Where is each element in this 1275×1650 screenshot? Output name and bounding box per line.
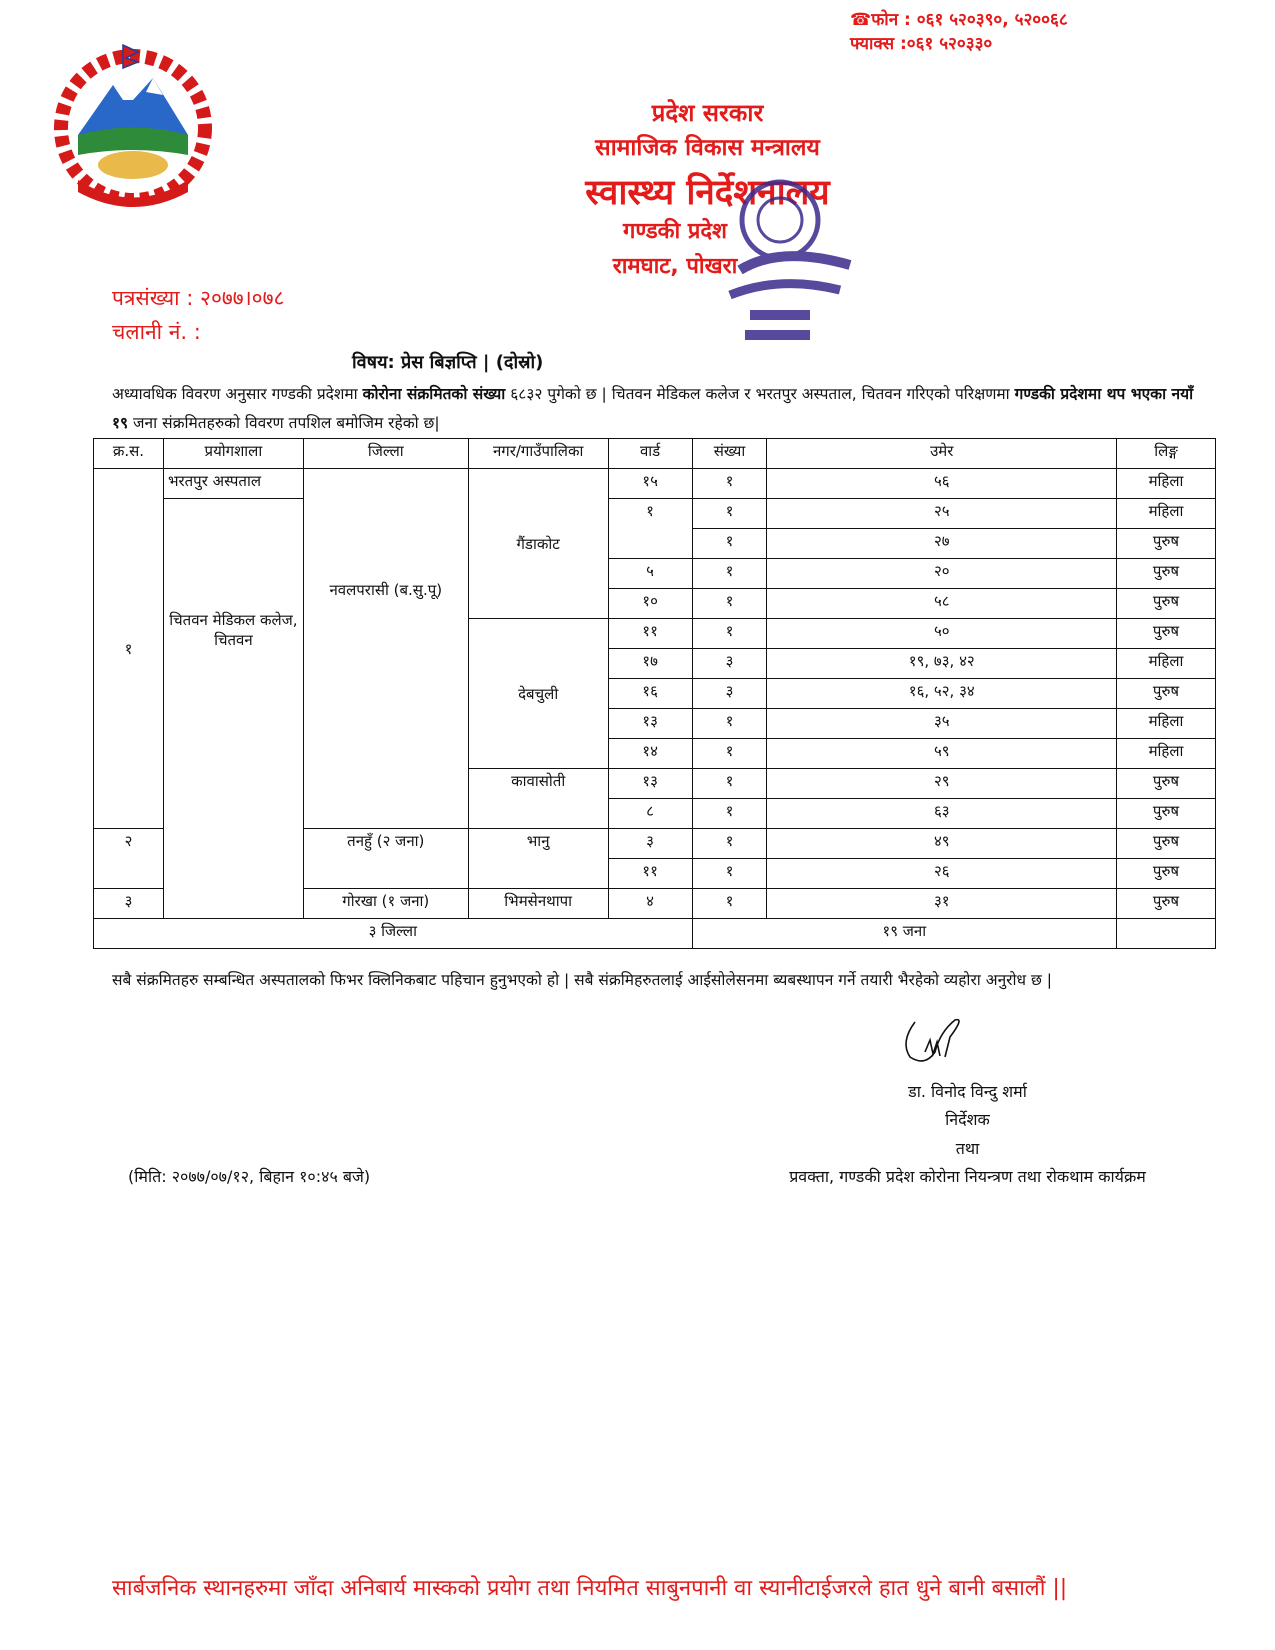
cell-age: २७ [767,529,1117,559]
cell-sex: महिला [1117,499,1216,529]
table-row [94,499,1216,529]
cell-sex: महिला [1117,709,1216,739]
total-districts: ३ जिल्ला [94,919,693,949]
cell-sex: महिला [1117,649,1216,679]
cell-count: १ [692,589,767,619]
cell-count: १ [692,739,767,769]
cell-age: ५६ [767,469,1117,499]
header-directorate: स्वास्थ्य निर्देशनालय [585,173,830,213]
cell-age: ४९ [767,829,1117,859]
cell-sex: पुरुष [1117,559,1216,589]
footnote: सबै संक्रमितहरु सम्बन्धित अस्पतालको फिभर क्लिनिकबाट पहिचान हुनुभएको हो | सबै संक्रमिहरुतलाई आईसोलेसनमा ब्यबस्थापन गर्ने तयारी भैरहेको व्यहोरा अनुरोध छ | [112,971,1053,989]
cell-count: १ [692,769,767,799]
cell-age: ५० [767,619,1117,649]
cell-age: ५९ [767,739,1117,769]
contact-block [850,8,1068,56]
signatory-title: निर्देशक [945,1110,990,1129]
cell-count: १ [692,469,767,499]
cell-count: १ [692,829,767,859]
fax-line: फ्याक्स :०६१ ५२०३३० [850,34,993,54]
header-municipality: नगर/गाउँपालिका [468,439,608,469]
header-sex: लिङ्ग [1117,439,1216,469]
public-health-slogan: सार्बजनिक स्थानहरुमा जाँदा अनिबार्य मास्कको प्रयोग तथा नियमित साबुनपानी वा स्यानीटाईजरले हात धुने बानी बसालौं || [112,1576,1068,1601]
header-district: जिल्ला [303,439,468,469]
cell-count: १ [692,499,767,529]
cell-municipality: देबचुली [468,619,608,769]
cell-sex: पुरुष [1117,679,1216,709]
cell-sn: २ [94,829,164,889]
cell-lab: भरतपुर अस्पताल [163,469,303,499]
cell-count: १ [692,709,767,739]
cell-sn: ३ [94,889,164,919]
cell-count: १ [692,619,767,649]
header-address: रामघाट, पोखरा [612,254,738,279]
total-people: १९ जना [692,919,1116,949]
cell-ward: १३ [608,709,692,739]
cell-ward: ४ [608,889,692,919]
signatory-name: डा. विनोद विन्दु शर्मा [908,1082,1027,1101]
cell-age: ६३ [767,799,1117,829]
cell-ward: ५ [608,559,692,589]
dispatch-number: चलानी नं. : [112,320,201,344]
header-count: संख्या [692,439,767,469]
cell-sex: पुरुष [1117,619,1216,649]
letter-number: पत्रसंख्या : २०७७।०७८ [112,286,285,310]
cell-sex: पुरुष [1117,859,1216,889]
cell-ward: १४ [608,739,692,769]
cell-ward: १० [608,589,692,619]
cell-count: ३ [692,649,767,679]
cell-sex: महिला [1117,739,1216,769]
issue-date: (मिति: २०७७/०७/१२, बिहान १०:४५ बजे) [128,1167,371,1186]
subject-line: विषय: प्रेस बिज्ञप्ति | (दोस्रो) [352,352,544,373]
official-stamp [700,175,860,350]
cell-count: १ [692,889,767,919]
cell-ward: १६ [608,679,692,709]
signature [895,1012,975,1072]
cell-ward: ८ [608,799,692,829]
cell-ward: १ [608,499,692,559]
cell-ward: ११ [608,619,692,649]
cell-sex: पुरुष [1117,589,1216,619]
cell-ward: १३ [608,769,692,799]
cell-district: गोरखा (१ जना) [303,889,468,919]
cell-sex: पुरुष [1117,829,1216,859]
header-province-government: प्रदेश सरकार [651,99,764,127]
cell-sex: पुरुष [1117,769,1216,799]
cell-ward: १७ [608,649,692,679]
cell-age: ३१ [767,889,1117,919]
cell-ward: ३ [608,829,692,859]
cell-sex: पुरुष [1117,889,1216,919]
cell-count: १ [692,559,767,589]
cell-age: १६, ५२, ३४ [767,679,1117,709]
cell-municipality: भिमसेनथापा [468,889,608,919]
table-header-row [94,439,1216,469]
intro-paragraph: अध्यावधिक विवरण अनुसार गण्डकी प्रदेशमा कोरोना संक्रमितको संख्या ६८३२ पुगेको छ | चितवन मेडिकल कलेज र भरतपुर अस्पताल, चितवन गरिएको परिक्षणमा गण्डकी प्रदेशमा थप भएका नयाँ १९ जना संक्रमितहरुको विवरण तपशिल बमोजिम रहेको छ| [112,385,1194,432]
cell-age: २६ [767,859,1117,889]
header-ward: वार्ड [608,439,692,469]
cell-age: ३५ [767,709,1117,739]
table-total-row [94,919,1216,949]
cell-municipality: कावासोती [468,769,608,829]
cases-table [93,438,1216,949]
cell-count: १ [692,799,767,829]
cell-ward: ११ [608,859,692,889]
cell-sex: पुरुष [1117,529,1216,559]
cell-lab: चितवन मेडिकल कलेज, चितवन [163,499,303,919]
header-ministry: सामाजिक विकास मन्त्रालय [595,135,820,161]
cell-age: २० [767,559,1117,589]
cell-count: ३ [692,679,767,709]
cell-age: २९ [767,769,1117,799]
signatory-and: तथा [955,1139,980,1158]
cell-municipality: गैंडाकोट [468,469,608,619]
telephone-icon: ☎ [850,10,872,30]
cell-sex: पुरुष [1117,799,1216,829]
cell-sn: १ [94,469,164,829]
total-empty-cell [1117,919,1216,949]
header-age: उमेर [767,439,1117,469]
cell-count: १ [692,859,767,889]
cell-age: २५ [767,499,1117,529]
cell-count: १ [692,529,767,559]
phone-line: ☎फोन : ०६१ ५२०३९०, ५२००६८ [850,10,1068,30]
cell-ward: १५ [608,469,692,499]
cell-district: नवलपरासी (ब.सु.पू) [303,469,468,829]
signatory-role: प्रवक्ता, गण्डकी प्रदेश कोरोना नियन्त्रण तथा रोकथाम कार्यक्रम [789,1167,1146,1186]
cell-district: तनहुँ (२ जना) [303,829,468,889]
cell-age: १९, ७३, ४२ [767,649,1117,679]
cell-sex: महिला [1117,469,1216,499]
table-row [94,469,1216,499]
header-province: गण्डकी प्रदेश [622,219,728,244]
cell-municipality: भानु [468,829,608,889]
header-sn: क्र.स. [94,439,164,469]
cell-age: ५८ [767,589,1117,619]
header-lab: प्रयोगशाला [163,439,303,469]
